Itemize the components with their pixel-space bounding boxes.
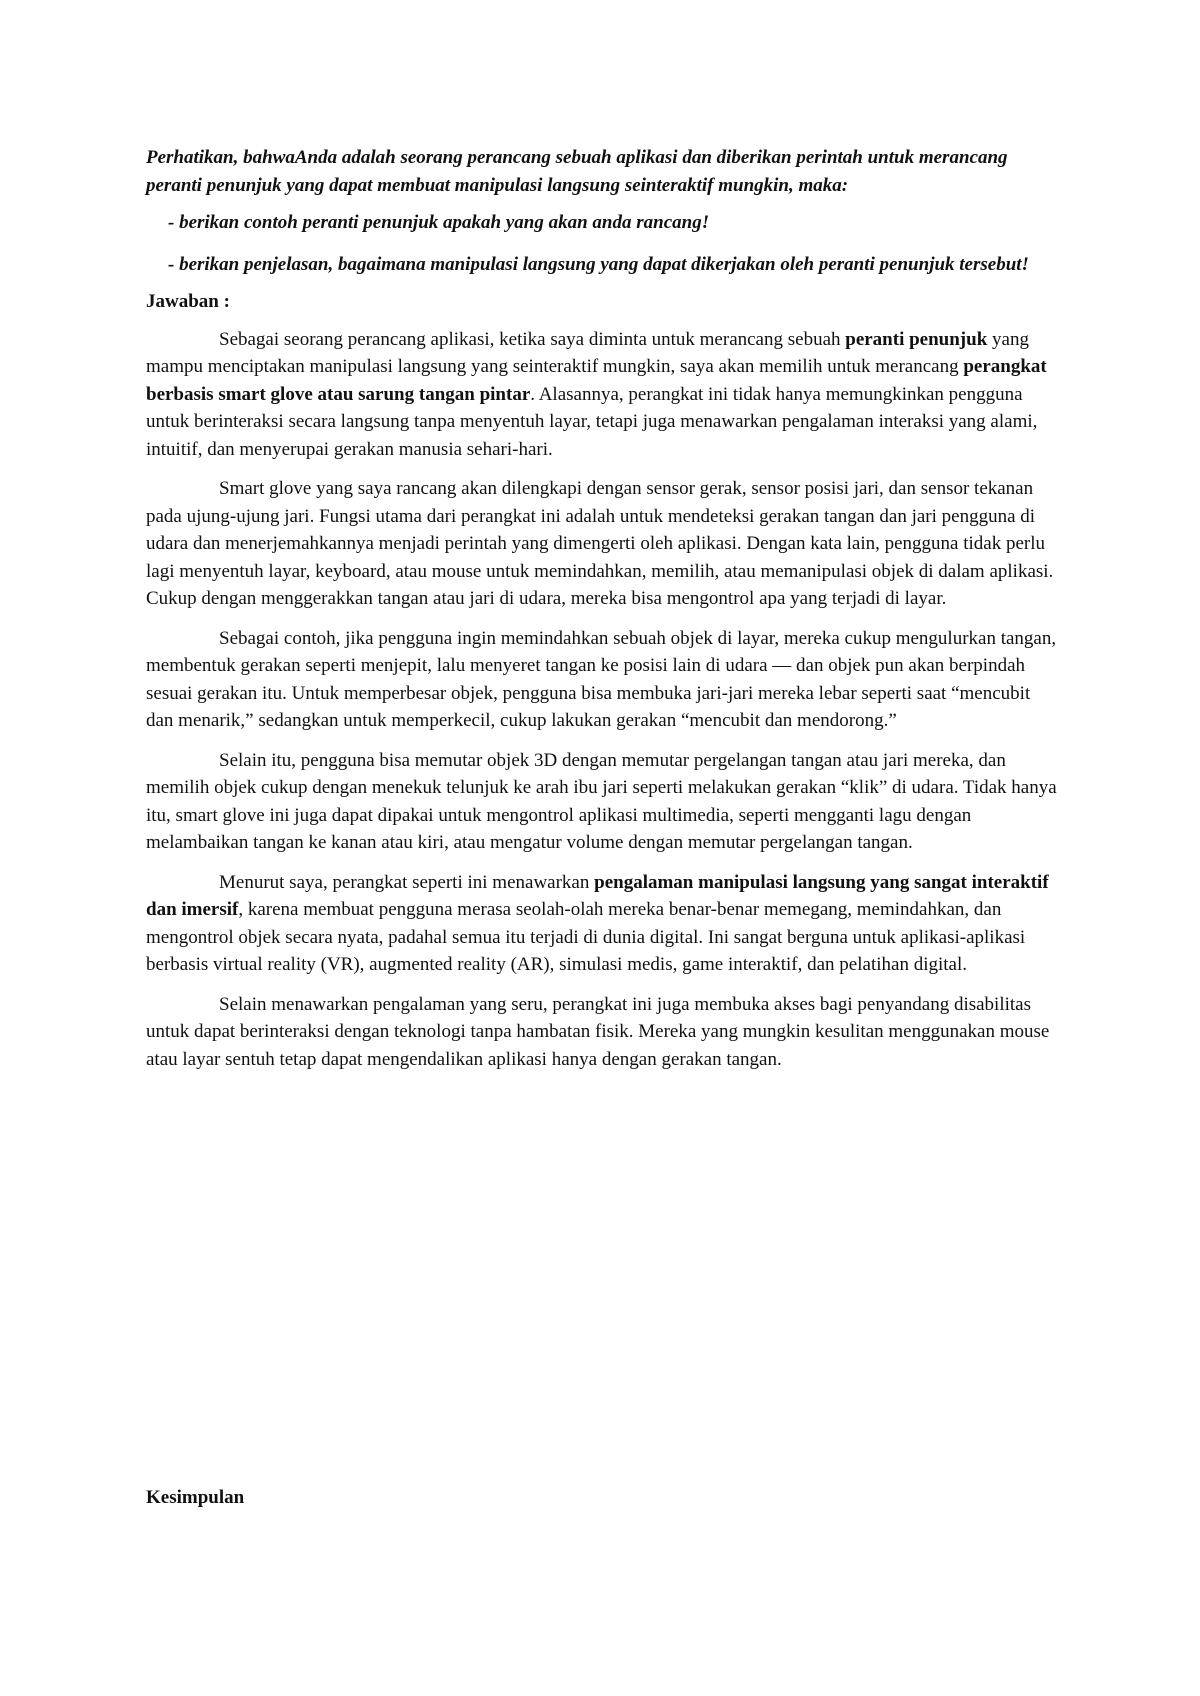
p5-text-c: , karena membuat pengguna merasa seolah-olah mereka benar-benar memegang, memindahkan, dan mengontrol objek secara nyata, padahal semua itu terjadi di dunia digital. Ini sangat berguna untuk aplikasi-aplikasi berbasis virtual reality (VR), augmented reality (AR), simulasi medis, game interaktif, dan pelatihan digital.	[146, 899, 1026, 975]
p1-text-a: Sebagai seorang perancang aplikasi, ketika saya diminta untuk merancang sebuah	[219, 328, 846, 350]
answer-paragraph-1	[146, 326, 1060, 464]
p5-text-a: Menurut saya, perangkat seperti ini menawarkan	[219, 871, 595, 893]
answer-paragraph-4: Selain itu, pengguna bisa memutar objek 3D dengan memutar pergelangan tangan atau jari mereka, dan memilih objek cukup dengan menekuk telunjuk ke arah ibu jari seperti melakukan gerakan “klik” di udara. Tidak hanya itu, smart glove ini juga dapat dipakai untuk mengontrol aplikasi multimedia, seperti mengganti lagu dengan melambaikan tangan ke kanan atau kiri, atau mengatur volume dengan memutar pergelangan tangan.	[146, 749, 1057, 853]
p1-bold-peranti-penunjuk: peranti penunjuk	[845, 328, 988, 350]
question-bullet-2: - berikan penjelasan, bagaimana manipulasi langsung yang dapat dikerjakan oleh peranti penunjuk tersebut!	[168, 253, 1029, 275]
question-text: Perhatikan, bahwaAnda adalah seorang perancang sebuah aplikasi dan diberikan perintah untuk merancang peranti penunjuk yang dapat membuat manipulasi langsung seinteraktif mungkin, maka:	[146, 147, 1008, 196]
answer-paragraph-5	[146, 869, 1060, 979]
p1-text-c: yang mampu menciptakan manipulasi langsung yang seinteraktif mungkin, saya akan memilih untuk merancang	[146, 328, 1029, 377]
answer-paragraph-3: Sebagai contoh, jika pengguna ingin memindahkan sebuah objek di layar, mereka cukup mengulurkan tangan, membentuk gerakan seperti menjepit, lalu menyeret tangan ke posisi lain di udara — dan objek pun akan berpindah sesuai gerakan itu. Untuk memperbesar objek, pengguna bisa membuka jari-jari mereka lebar seperti saat “mencubit dan menarik,” sedangkan untuk memperkecil, cukup lakukan gerakan “mencubit dan mendorong.”	[146, 627, 1057, 731]
p1-text-d: . Alasannya, perangkat ini tidak hanya memungkinkan pengguna untuk berinteraksi secara langsung tanpa menyentuh layar, tetapi juga menawarkan pengalaman interaksi yang alami, intuitif, dan menyerupai gerakan manusia sehari-hari.	[146, 383, 1038, 460]
answer-paragraph-6: Selain menawarkan pengalaman yang seru, perangkat ini juga membuka akses bagi penyandang disabilitas untuk dapat berinteraksi dengan teknologi tanpa hambatan fisik. Mereka yang mungkin kesulitan menggunakan mouse atau layar sentuh tetap dapat mengendalikan aplikasi hanya dengan gerakan tangan.	[146, 993, 1050, 1070]
answer-paragraph-2: Smart glove yang saya rancang akan dilengkapi dengan sensor gerak, sensor posisi jari, dan sensor tekanan pada ujung-ujung jari. Fungsi utama dari perangkat ini adalah untuk mendeteksi gerakan tangan dan jari pengguna di udara dan menerjemahkannya menjadi perintah yang dimengerti oleh aplikasi. Dengan kata lain, pengguna tidak perlu lagi menyentuh layar, keyboard, atau mouse untuk memindahkan, memilih, atau memanipulasi objek di dalam aplikasi. Cukup dengan menggerakkan tangan atau jari di udara, mereka bisa mengontrol apa yang terjadi di layar.	[146, 478, 1054, 609]
p5-bold-pengalaman: pengalaman manipulasi langsung yang sangat interaktif dan imersif	[146, 871, 1049, 920]
answer-label: Jawaban :	[146, 291, 230, 312]
p1-bold-smart-glove: perangkat berbasis smart glove atau sarung tangan pintar	[146, 356, 1047, 405]
document-body	[146, 144, 1060, 1085]
conclusion-heading: Kesimpulan	[146, 1487, 245, 1508]
question-bullet-1: - berikan contoh peranti penunjuk apakah yang akan anda rancang!	[168, 212, 710, 233]
